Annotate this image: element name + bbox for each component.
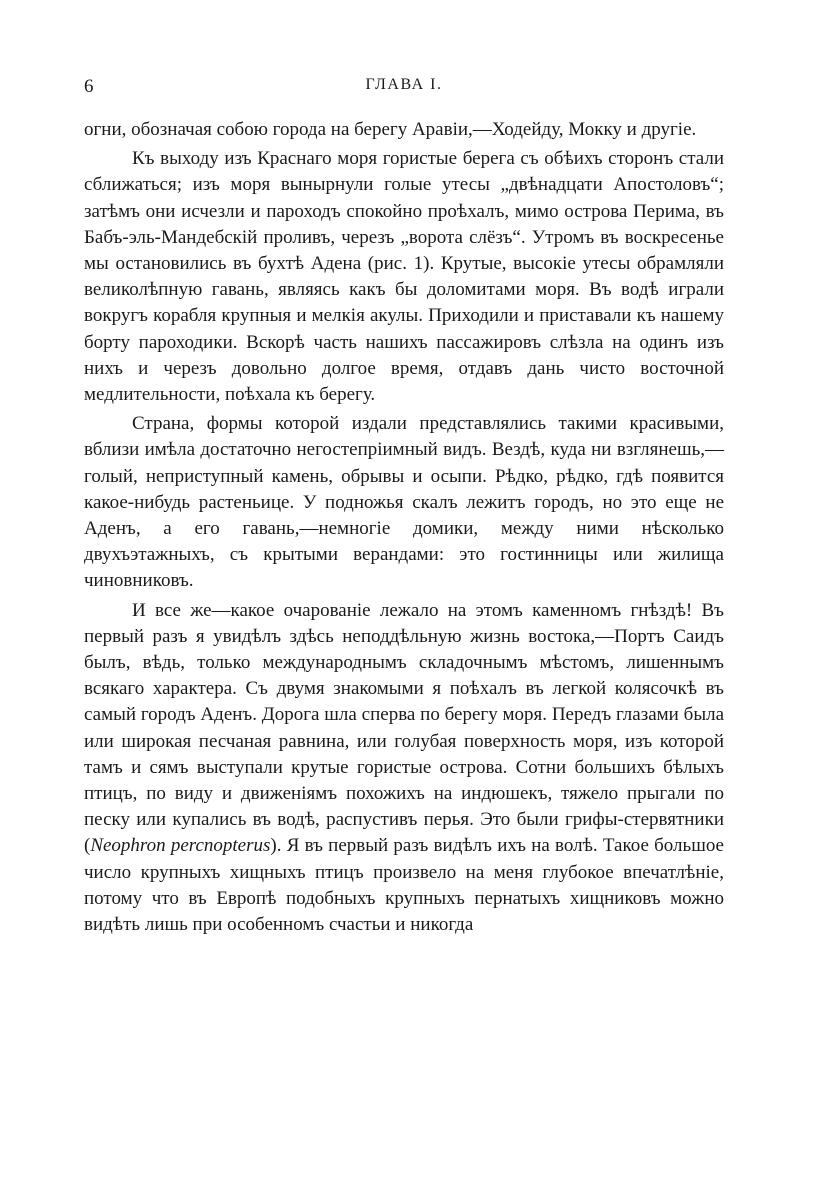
- chapter-title: ГЛАВА I.: [365, 76, 443, 93]
- paragraph-aden-city: [84, 598, 724, 939]
- paragraph-country-view: Страна, формы которой издали представлялись такими красивыми, вблизи имѣла достаточно негостепріимный видъ. Вездѣ, куда ни взглянешь,—голый, неприступный камень, обрывы и осыпи. Рѣдко, рѣдко, гдѣ появится какое-нибудь растеньице. У подножья скалъ лежитъ городъ, но это еще не Аденъ, а его гавань,—немногіе домики, между ними нѣсколько двухъэтажныхъ, съ крытыми верандами: это гостинницы или жилища чиновниковъ.: [84, 413, 724, 592]
- paragraph-red-sea-exit: Къ выходу изъ Краснаго моря гористые берега съ обѣихъ сторонъ стали сближаться; изъ моря вынырнули голые утесы „двѣнадцати Апостоловъ“; затѣмъ они исчезли и пароходъ спокойно проѣхалъ, мимо острова Перима, въ Бабъ-эль-Мандебскій проливъ, черезъ „ворота слёзъ“. Утромъ въ воскресенье мы остановились въ бухтѣ Адена (рис. 1). Крутые, высокіе утесы обрамляли великолѣпную гавань, являясь какъ бы доломитами моря. Въ водѣ играли вокругъ корабля крупныя и мелкія акулы. Приходили и приставали къ нашему борту пароходики. Вскорѣ часть нашихъ пассажировъ слѣзла на одинъ изъ нихъ и черезъ довольно долгое время, отдавъ дань чисто восточной медлительности, поѣхала къ берегу.: [84, 148, 724, 406]
- paragraph-text-after: ). Я въ первый разъ видѣлъ ихъ на волѣ. Такое большое число крупныхъ хищныхъ птицъ произвело на меня глубокое впечатлѣніе, потому что въ Европѣ подобныхъ крупныхъ пернатыхъ хищниковъ можно видѣть лишь при особенномъ счастьи и никогда: [84, 835, 724, 936]
- body-text: [84, 117, 724, 941]
- page-number: 6: [84, 76, 94, 97]
- page-header: [84, 76, 724, 102]
- species-latin-name: Neophron percnopterus: [90, 835, 271, 857]
- paragraph-text-before: И все же—какое очарованіе лежало на этомъ каменномъ гнѣздѣ! Въ первый разъ я увидѣлъ здѣсь неподдѣльную жизнь востока,—Портъ Саидъ былъ, вѣдь, только международнымъ складочнымъ мѣстомъ, лишеннымъ всякаго характера. Съ двумя знакомыми я поѣхалъ въ легкой колясочкѣ въ самый городъ Аденъ. Дорога шла сперва по берегу моря. Передъ глазами была или широкая песчаная равнина, или голубая поверхность моря, изъ которой тамъ и сямъ выступали крутые гористые острова. Сотни большихъ бѣлыхъ птицъ, по виду и движеніямъ похожихъ на индюшекъ, тяжело прыгали по песку или купались въ водѣ, распустивъ перья. Это были грифы-стервятники (: [84, 599, 724, 857]
- paragraph-continuation: огни, обозначая собою города на берегу Аравіи,—Ходейду, Мокку и другіе.: [84, 119, 697, 140]
